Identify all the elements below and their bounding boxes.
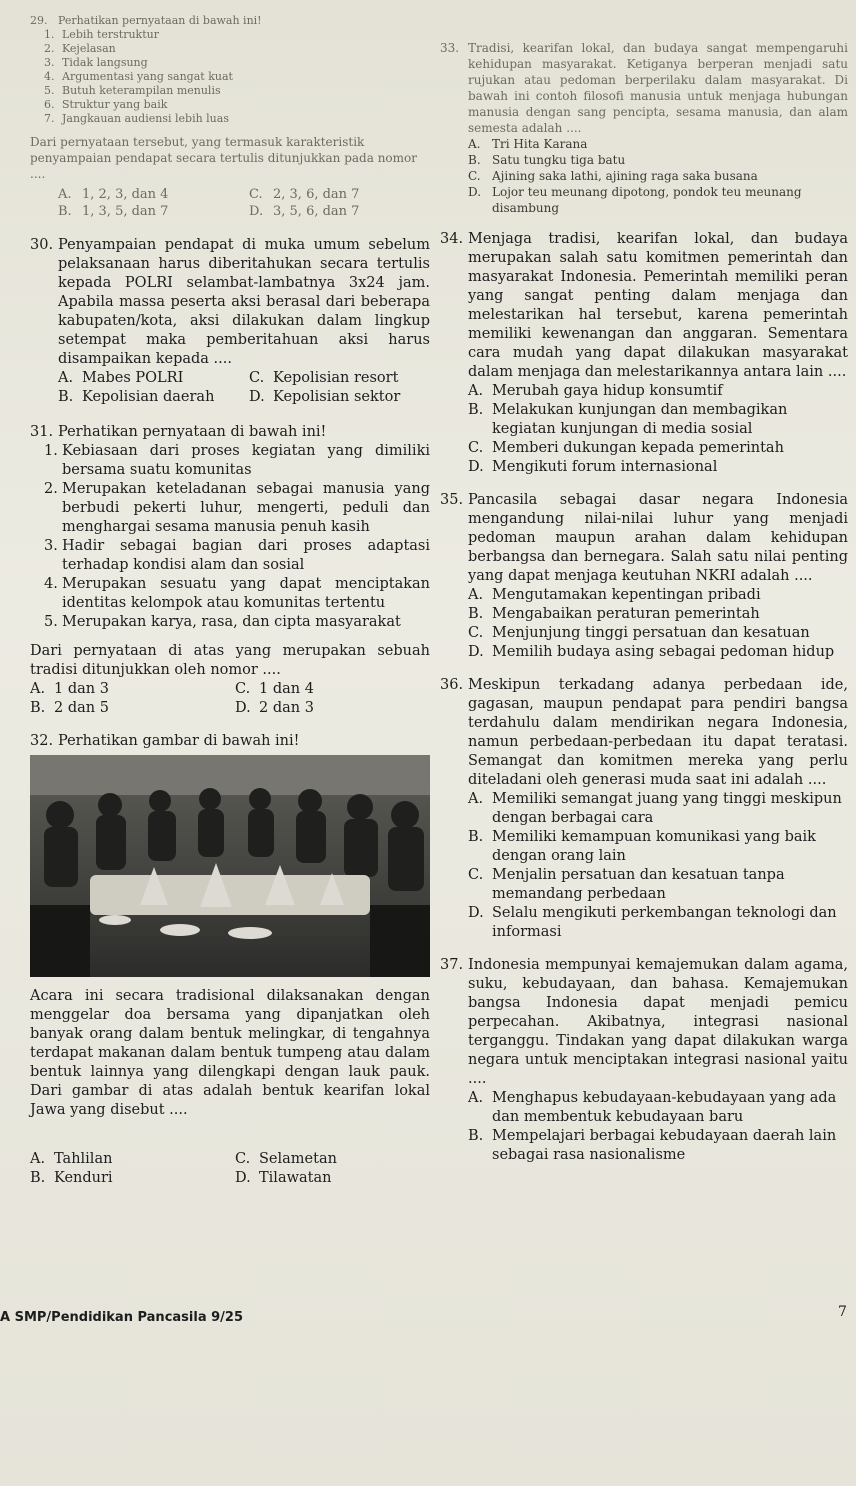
options [468,790,848,942]
question-29 [30,14,430,220]
question-text: Perhatikan pernyataan di bawah ini! [58,424,327,440]
statement: 6. Struktur yang baik [44,98,168,111]
statement: 2. Kejelasan [44,42,116,55]
question-36 [440,676,848,942]
option-d[interactable]: D. Memilih budaya asing sebagai pedoman hidup [468,644,835,660]
statement-list [44,442,430,632]
question-text: Tradisi, kearifan lokal, dan budaya sangat mempengaruhi kehidupan masyarakat. Ketiganya berperan menjadi satu rujukan atau pedoman berperilaku dalam masyarakat. Di bawah ini contoh filosofi manusia untuk menjaga hubungan manusia dengan sang pencipta, sesama manusia, dan alam semesta adalah .... [468,41,848,135]
options [30,1150,430,1188]
question-text: Indonesia mempunyai kemajemukan dalam agama, suku, kebudayaan, dan bahasa. Kemajemukan bangsa Indonesia dapat menjadi pemicu perpecahan. Akibatnya, integrasi nasional terganggu. Tindakan yang dapat dilakukan warga negara untuk menciptakan integrasi nasional yaitu .... [468,957,848,1087]
option-d[interactable]: D. Mengikuti forum internasional [468,459,718,475]
options [468,382,848,477]
options [58,369,430,407]
option-b[interactable]: B. Mempelajari berbagai kebudayaan daerah lain sebagai rasa nasionalisme [468,1128,837,1163]
option-b[interactable]: B. 1, 3, 5, dan 7 [58,204,169,219]
question-32 [30,732,430,1188]
question-34 [440,230,848,477]
option-d[interactable]: D. Selalu mengikuti perkembangan teknologi dan informasi [468,905,837,940]
right-column [440,40,848,1175]
question-followup: Acara ini secara tradisional dilaksanakan dengan menggelar doa bersama yang dipanjatkan oleh banyak orang dalam bentuk melingkar, di tengahnya terdapat makanan dalam bentuk tumpeng atau dalam bentuk lainnya yang dilengkapi dengan lauk pauk. Dari gambar di atas adalah bentuk kearifan lokal Jawa yang disebut .... [30,988,430,1118]
question-number: 36. [440,677,464,693]
option-c[interactable]: C. Memberi dukungan kepada pemerintah [468,440,784,456]
question-31 [30,423,430,718]
question-30 [30,236,430,407]
question-35 [440,491,848,662]
question-text: Perhatikan gambar di bawah ini! [58,733,300,749]
statement: 4. Merupakan sesuatu yang dapat menciptakan identitas kelompok atau komunitas tertentu [44,576,430,611]
option-a[interactable]: A. Mabes POLRI [58,370,184,386]
kenduri-photo [30,755,430,977]
footer-label: A SMP/Pendidikan Pancasila 9/25 [0,1310,244,1325]
question-followup: Dari pernyataan tersebut, yang termasuk karakteristik penyampaian pendapat secara tertulis ditunjukkan pada nomor .... [30,135,417,181]
ceremony-photo-illustration [30,755,430,977]
option-d[interactable]: D. Kepolisian sektor [249,389,401,405]
option-b[interactable]: B. Mengabaikan peraturan pemerintah [468,606,760,622]
page-number: 7 [838,1304,847,1320]
question-text: Menjaga tradisi, kearifan lokal, dan budaya merupakan salah satu komitmen pemerintah dan masyarakat Indonesia. Pemerintah memiliki peran yang sangat penting dalam menjaga dan melestarikan hal tersebut, karena pemerintah memiliki kewenangan dan anggaran. Sementara cara mudah yang dapat dilakukan masyarakat dalam menjaga dan melestarikannya antara lain .... [468,231,848,380]
question-text: Pancasila sebagai dasar negara Indonesia mengandung nilai-nilai luhur yang menjadi pedoman maupun arahan dalam kehidupan berbangsa dan bernegara. Salah satu nilai penting yang dapat menjaga keutuhan NKRI adalah .... [468,492,848,584]
statement: 5. Butuh keterampilan menulis [44,84,221,97]
options [58,186,430,220]
option-a[interactable]: A. Memiliki semangat juang yang tinggi meskipun dengan berbagai cara [468,791,842,826]
question-number: 30. [30,237,54,253]
option-a[interactable]: A. Mengutamakan kepentingan pribadi [468,587,761,603]
option-b[interactable]: B. Kepolisian daerah [58,389,215,405]
option-c[interactable]: C. Kepolisian resort [249,370,399,386]
statement: 7. Jangkauan audiensi lebih luas [44,112,229,125]
option-b[interactable]: B. Satu tungku tiga batu [468,153,626,167]
statement: 1. Lebih terstruktur [44,28,159,41]
question-37 [440,956,848,1165]
question-number: 31. [30,424,54,440]
question-number: 33. [440,41,460,55]
option-a[interactable]: A. 1 dan 3 [30,681,109,697]
question-number: 32. [30,733,54,749]
left-column [30,14,430,1198]
option-b[interactable]: B. Memiliki kemampuan komunikasi yang baik dengan orang lain [468,829,816,864]
option-a[interactable]: A. Tri Hita Karana [468,137,588,151]
statement-list [44,28,430,126]
option-c[interactable]: C. 1 dan 4 [235,681,314,697]
question-number: 37. [440,957,464,973]
option-c[interactable]: C. Selametan [235,1151,337,1167]
statement: 4. Argumentasi yang sangat kuat [44,70,233,83]
option-c[interactable]: C. 2, 3, 6, dan 7 [249,187,360,202]
statement: 3. Hadir sebagai bagian dari proses adaptasi terhadap kondisi alam dan sosial [44,538,430,573]
option-c[interactable]: C. Menjunjung tinggi persatuan dan kesatuan [468,625,810,641]
option-c[interactable]: C. Menjalin persatuan dan kesatuan tanpa memandang perbedaan [468,867,785,902]
option-b[interactable]: B. Kenduri [30,1170,113,1186]
option-a[interactable]: A. Menghapus kebudayaan-kebudayaan yang ada dan membentuk kebudayaan baru [468,1090,837,1125]
statement: 5. Merupakan karya, rasa, dan cipta masyarakat [44,614,401,630]
question-text: Meskipun terkadang adanya perbedaan ide, gagasan, maupun pendapat para pendiri bangsa terdahulu dalam mendirikan negara Indonesia, namun perbedaan-perbedaan itu dapat teratasi. Semangat dan komitmen mereka yang perlu diteladani oleh generasi muda saat ini adalah .... [468,677,848,788]
question-number: 34. [440,231,464,247]
options [468,1089,848,1165]
option-a[interactable]: A. 1, 2, 3, dan 4 [58,187,169,202]
option-d[interactable]: D. 3, 5, 6, dan 7 [249,204,360,219]
statement: 2. Merupakan keteladanan sebagai manusia yang berbudi pekerti luhur, mengerti, peduli dan menghargai sesama manusia penuh kasih [44,481,430,535]
option-d[interactable]: D. Lojor teu meunang dipotong, pondok teu meunang disambung [468,185,802,215]
option-a[interactable]: A. Tahlilan [30,1151,113,1167]
option-b[interactable]: B. 2 dan 5 [30,700,109,716]
options [468,586,848,662]
question-text: Penyampaian pendapat di muka umum sebelum pelaksanaan harus diberitahukan secara tertulis kepada POLRI selambat-lambatnya 3x24 jam. Apabila massa peserta aksi berasal dari beberapa kabupaten/kota, aksi dilakukan dalam lingkup setempat maka pemberitahuan aksi harus disampaikan kepada .... [58,237,430,367]
option-c[interactable]: C. Ajining saka lathi, ajining raga saka busana [468,169,758,183]
statement: 3. Tidak langsung [44,56,148,69]
question-number: 35. [440,492,464,508]
options [30,680,430,718]
option-a[interactable]: A. Merubah gaya hidup konsumtif [468,383,723,399]
question-number: 29. [30,14,48,27]
statement: 1. Kebiasaan dari proses kegiatan yang dimiliki bersama suatu komunitas [44,443,430,478]
options [468,136,848,216]
option-d[interactable]: D. 2 dan 3 [235,700,314,716]
option-d[interactable]: D. Tilawatan [235,1170,332,1186]
question-text: Perhatikan pernyataan di bawah ini! [58,14,262,27]
option-b[interactable]: B. Melakukan kunjungan dan membagikan kegiatan kunjungan di media sosial [468,402,788,437]
question-33 [440,40,848,216]
question-followup: Dari pernyataan di atas yang merupakan sebuah tradisi ditunjukkan oleh nomor .... [30,643,430,678]
